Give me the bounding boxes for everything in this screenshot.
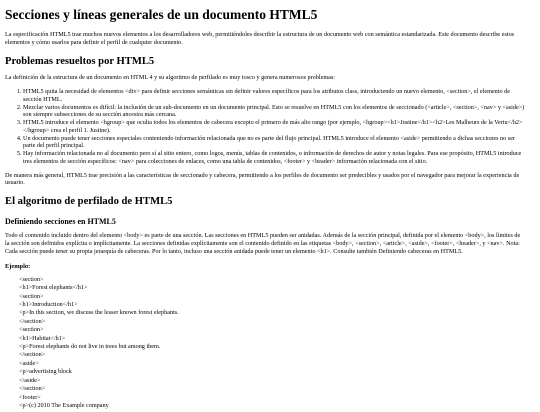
problems-lead: La definición de la estructura de un documento en HTML 4 y su algoritmo de perfilado es muy tosco y genera numerosos problemas: xyxy=(5,74,336,82)
code-line: <section> xyxy=(19,275,44,283)
code-line: <p>In this section, we discuss the lesser known forest elephants. xyxy=(19,309,179,317)
code-line: </section> xyxy=(19,317,46,325)
code-line: <aside> xyxy=(19,359,39,367)
list-item: 2. Mezclar varios documentos es difícil: la inclusión de un sub-documento en un documento principal. Esto se resuelve en HTML5 con los elementos de seccionado (<article>, <section>, <nav> y <aside>) son siempre subsecciones de su sección ancestra más cercana. xyxy=(23,104,526,120)
page-title: Secciones y líneas generales de un documento HTML5 xyxy=(5,7,318,22)
code-line: <footer> xyxy=(19,393,41,401)
code-example xyxy=(5,276,526,411)
problems-list xyxy=(5,88,526,166)
code-line: <h1>Forest elephants</h1> xyxy=(19,284,88,292)
list-item: 1. HTML5 quita la necesidad de elementos <div> para definir secciones semánticas sin definir valores específicos para los atributos class, introduciendo un nuevo elemento, <section>, el elemento de sección HTML. xyxy=(23,88,526,104)
code-line: </section> xyxy=(19,385,46,393)
example-label: Ejemplo: xyxy=(5,262,31,270)
code-line: <section> xyxy=(19,326,44,334)
intro-paragraph: La especificación HTML5 trae muchos nuevos elementos a los desarrolladores web, permitiéndoles describir la estructura de un documento web con semántica estandarizada. Este documento describe estos elementos y cómo usarlos para definir el perfil de cualquier documento. xyxy=(5,31,515,46)
list-item: 5. Hay información relacionada no al documento pero sí al sitio entero, como logos, menús, tablas de contenidos, o información de derechos de autor y notas legales. Para ese propósito, HTML5 introduce tres elementos de sección específicos: <nav> para colecciones de enlaces, como una tabla de contenidos, <footer> y <header> información relacionada con el sitio. xyxy=(23,150,526,166)
problems-closing: De manera más general, HTML5 trae precisión a las características de seccionado y cabecera, permitiendo a los perfiles de documento ser predecibles y usados por el navegador para mejorar la experiencia de usuario. xyxy=(5,171,520,187)
code-line: </aside> xyxy=(19,376,41,384)
sections-subheading: Definiendo secciones en HTML5 xyxy=(5,216,116,226)
document-page xyxy=(0,7,530,412)
code-line: <section> xyxy=(19,292,44,300)
list-item: 3. HTML5 introduce el elemento <hgroup> que oculta todos los elementos de cabecera excepto el primero de más alto rango (por ejemplo, <hgroup><h1>Justine</h1><h2>Les Malheurs de la Vertu</h2></hgroup> crea el perfil 1. Justine). xyxy=(23,119,526,135)
code-line: <p>Forest elephants do not live in trees but among them. xyxy=(19,343,161,351)
sections-body: Todo el contenido incluido dentro del elemento <body> es parte de una sección. Las secciones en HTML5 pueden ser anidadas. Además de la sección principal, definida por el elemento <body>, los límites de la sección son definidos explícita o implícitamente. La secciones definidas explícitamente son el contenido definido en las etiquetas <body>, <section>, <article>, <aside>, <footer>, <header>, y <nav>. Nota: Cada sección puede tener su propia jerarquía de cabeceras. Por lo tanto, incluso una sección anidada puede tener un elemento <h1>. Consulte también Definiendo cabeceras en HTML5. xyxy=(5,232,521,255)
code-line: <h1>Habitat</h1> xyxy=(19,334,66,342)
algorithm-heading: El algoritmo de perfilado de HTML5 xyxy=(5,196,173,208)
code-line: <p>(c) 2010 The Example company xyxy=(19,402,109,410)
code-line: <p>advertising block xyxy=(19,368,72,376)
code-line: <h1>Introduction</h1> xyxy=(19,300,78,308)
code-line: </section> xyxy=(19,351,46,359)
problems-heading: Problemas resueltos por HTML5 xyxy=(5,55,155,67)
list-item: 4. Un documento puede tener secciones especiales conteniendo información relacionada que no es parte del flujo principal. HTML5 introduce el elemento <aside> permitiendo a dichas secciones no ser parte del perfil principal. xyxy=(23,135,526,151)
